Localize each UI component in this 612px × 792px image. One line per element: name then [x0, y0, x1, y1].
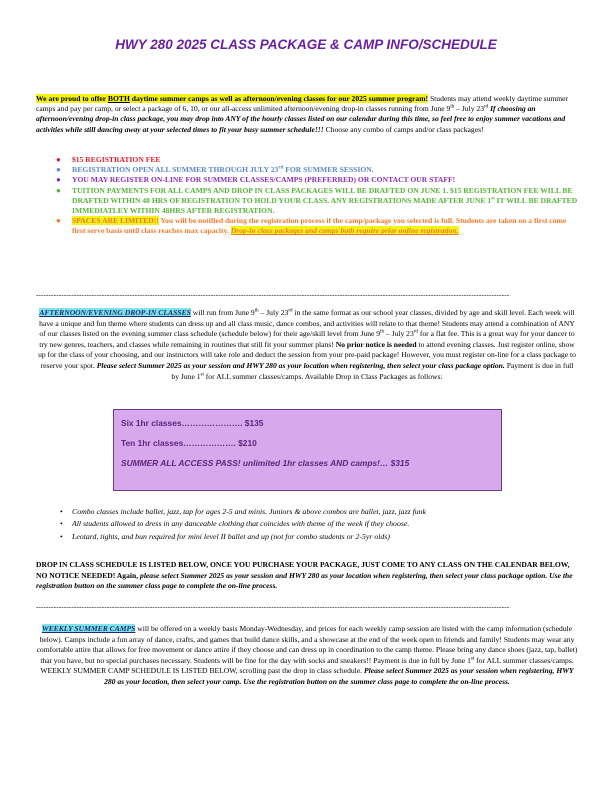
registration-bullets	[48, 155, 578, 237]
bullet-dot-icon: •	[60, 507, 63, 516]
schedule-note	[36, 560, 578, 592]
intro-text-2: – July 23	[454, 104, 484, 114]
intro-highlight-a: We are proud to offer	[36, 94, 108, 103]
drop-in-text-8: for ALL summer classes/camps. Available Drop in Class Packages as follows:	[203, 371, 443, 381]
bullet-registration-open	[48, 165, 578, 175]
bullet-text-2: REGISTRATION OPEN ALL SUMMER THROUGH JULY 23	[72, 165, 279, 175]
drop-in-text-5: for a flat fee. This is a great way for your dancer to try new genres, teachers, and classes while remaining in routines that still fit your summer plans!	[39, 329, 575, 349]
bullet-dot-icon: •	[60, 531, 63, 541]
bullet-dot-icon: ●	[56, 185, 61, 195]
bullet-text-5: You will be notified during the registration process if the camp/package you selected is full. Students are taken on a first come first serve basis until class reaches max capacity.	[72, 216, 567, 236]
bullet-dot-icon: ●	[56, 216, 61, 226]
bullet-dot-icon: ●	[56, 155, 61, 164]
bullet-dot-icon: •	[60, 519, 63, 529]
intro-highlight-both: BOTH	[107, 94, 130, 103]
package-all-access: SUMMER ALL ACCESS PASS! unlimited 1hr classes AND camps!… $315	[121, 458, 410, 468]
drop-in-text-6: to attend evening classes. Just register online, show up for the class of your choosing, and our instructors will take role and deduct the session from your pre-paid package! However, you must register on-line for a class package to reserve your spot.	[38, 339, 576, 370]
bullet-register-online	[48, 175, 578, 185]
section-divider-1: -------------------------------------------------------------------------------------------------------------------------------------------------------------------------------------------	[36, 291, 510, 299]
drop-in-text-7: Payment is due in full by June 1	[171, 360, 574, 381]
bullet-text-3: YOU MAY REGISTER ON-LINE FOR SUMMER CLASSES/CAMPS (PREFERRED) OR CONTACT OUR STAFF!	[72, 175, 456, 185]
intro-italic: If choosing an afternoon/evening drop-in class package, you may drop into ANY of the hourly classes listed on our calendar during this time, so feel free to enjoy summer vacations and activities while still dancing away at your selected times to fit your busy summer schedule!!!	[36, 104, 566, 134]
camps-text-1: will be offered on a weekly basis Monday-Wednesday, and prices for each weekly camp session are listed with the camp information (schedule below). Camps include a fun array of dance, crafts, and games that build dance skills, and a showcase at the end of the week open to friends and family! Students may wear any comfortable attire that allows for free movement or dance attire if they choose and can dress up in coordination to the camp theme. Please bring any dance shoes (jazz, tap, ballet) that you have, but no special purchases necessary. Students will be fine for the day with socks and sneakers!! Payment is due in full by June 1	[36, 624, 578, 665]
drop-in-sup-2: rd	[288, 308, 293, 314]
drop-in-sup-3: th	[380, 329, 384, 335]
drop-in-sup-5: st	[200, 372, 204, 378]
intro-highlight-b: daytime summer camps as well as afternoon/evening classes for our 2025 summer program!	[129, 94, 429, 103]
intro-sup-1: th	[450, 104, 455, 110]
bullet-highlight-5: SPACES ARE LIMITED!!	[72, 216, 159, 226]
bullet-registration-fee	[48, 155, 578, 165]
camps-heading: WEEKLY SUMMER CAMPS	[41, 624, 136, 633]
drop-in-text-3: in the same format as our school year classes, divided by age and skill level. Each week will have a unique and fun theme where students can dress up and all class music, dance combos, and activities will relate to that theme! Students may attend a combination of ANY of our classes listed on the evening summer class schedule (schedule below) for their age/skill level from June 9	[39, 308, 575, 339]
package-six-classes: Six 1hr classes…………………. $135	[121, 418, 264, 428]
class-note-item	[60, 518, 580, 530]
drop-in-paragraph	[36, 308, 578, 382]
class-note-item	[60, 506, 580, 518]
drop-in-sup-1: th	[254, 308, 259, 314]
package-pricing-box	[113, 409, 502, 491]
intro-text-3: Choose any combo of camps and/or class packages!	[323, 124, 484, 134]
bullet-text-4b: IT WILL BE DRAFTED IMMEDIATLEY WITHIN 48HRS AFTER REGISTRATION.	[72, 195, 578, 216]
intro-paragraph	[36, 94, 578, 135]
bullet-dot-icon: ●	[56, 165, 61, 175]
drop-in-bold-1: No prior notice is needed	[335, 339, 417, 349]
bullet-sup-2: rd	[278, 165, 284, 171]
class-note-item	[60, 531, 580, 543]
bullet-spaces-limited	[48, 216, 578, 236]
drop-in-sup-4: rd	[413, 329, 418, 335]
drop-in-bold-italic: Please select Summer 2025 as your session and HWY 280 as your location when registering, then select your class package option.	[96, 360, 505, 370]
camps-bold-italic: Please select Summer 2025 as your session when registering, HWY 280 as your location, then select your camp. Use the registration button on the summer class page to complete the on-line process.	[104, 666, 574, 686]
intro-highlight	[36, 94, 428, 103]
camps-paragraph	[36, 624, 578, 688]
class-note-text: All students allowed to dress in any danceable clothing that coincides with theme of the week if they choose.	[72, 519, 410, 529]
schedule-note-italic: please select Summer 2025 as your session and HWY 280 as your location when registering, then select your class package option. Use the registration button on the summer class page to complete the on-line process.	[36, 570, 573, 591]
drop-in-text-2: – July 23	[258, 308, 289, 317]
section-divider-2: -------------------------------------------------------------------------------------------------------------------------------------------------------------------------------------------	[36, 603, 510, 611]
bullet-dot-icon: ●	[56, 175, 61, 185]
bullet-tuition	[48, 186, 578, 217]
bullet-text-2-tail: FOR SUMMER SESSION.	[283, 165, 374, 175]
package-ten-classes: Ten 1hr classes………………. $210	[121, 438, 257, 448]
intro-sup-2: rd	[484, 104, 489, 110]
bullet-text-1: $15 REGISTRATION FEE	[72, 155, 161, 164]
bullet-link-5: Drop-in class packages and camps both require prior online registration.	[230, 226, 459, 236]
camps-text-2: for ALL summer classes/camps. WEEKLY SUMMER CAMP SCHEDULE IS LISTED BELOW, scrolling past the drop in class schedule.	[40, 655, 574, 676]
drop-in-text-4: – July 23	[384, 329, 414, 339]
class-note-text: Combo classes include ballet, jazz, tap for ages 2-5 and minis. Juniors & above combos are ballet, jazz, jazz funk	[72, 507, 427, 516]
drop-in-heading: AFTERNOON/EVENING DROP-IN CLASSES	[39, 308, 191, 317]
class-note-text: Leotard, tights, and bun required for mini level II ballet and up (not for combo students or 2-5yr olds)	[72, 531, 390, 541]
class-notes-list	[60, 506, 580, 543]
drop-in-text-1: will run from June 9	[190, 308, 255, 317]
bullet-text-4a: TUITION PAYMENTS FOR ALL CAMPS AND DROP IN CLASS PACKAGES WILL BE DRAFTED ON JUNE 1. $15 REGISTRATION FEE WILL BE DRAFTED WITHIN 48 HRS OF REGISTRATION TO HOLD YOUR CLASS. ANY REGISTRATIONS MADE AFTER JUNE 1	[72, 185, 573, 205]
schedule-note-bold: DROP IN CLASS SCHEDULE IS LISTED BELOW, ONCE YOU PURCHASE YOUR PACKAGE, JUST COME TO ANY CLASS ON THE CALENDAR BELOW, NO NOTICE NEEDED! Again,	[36, 560, 570, 580]
page-title: HWY 280 2025 CLASS PACKAGE & CAMP INFO/SCHEDULE	[115, 37, 497, 52]
bullet-sup-4: st	[491, 196, 495, 202]
intro-text-1: Students may attend weekly daytime summer camps and pay per camp, or select a package of 6, 10, or our all-access unlimited afternoon/evening drop-in classes running from June 9	[36, 94, 569, 114]
camps-sup-1: st	[470, 656, 475, 662]
